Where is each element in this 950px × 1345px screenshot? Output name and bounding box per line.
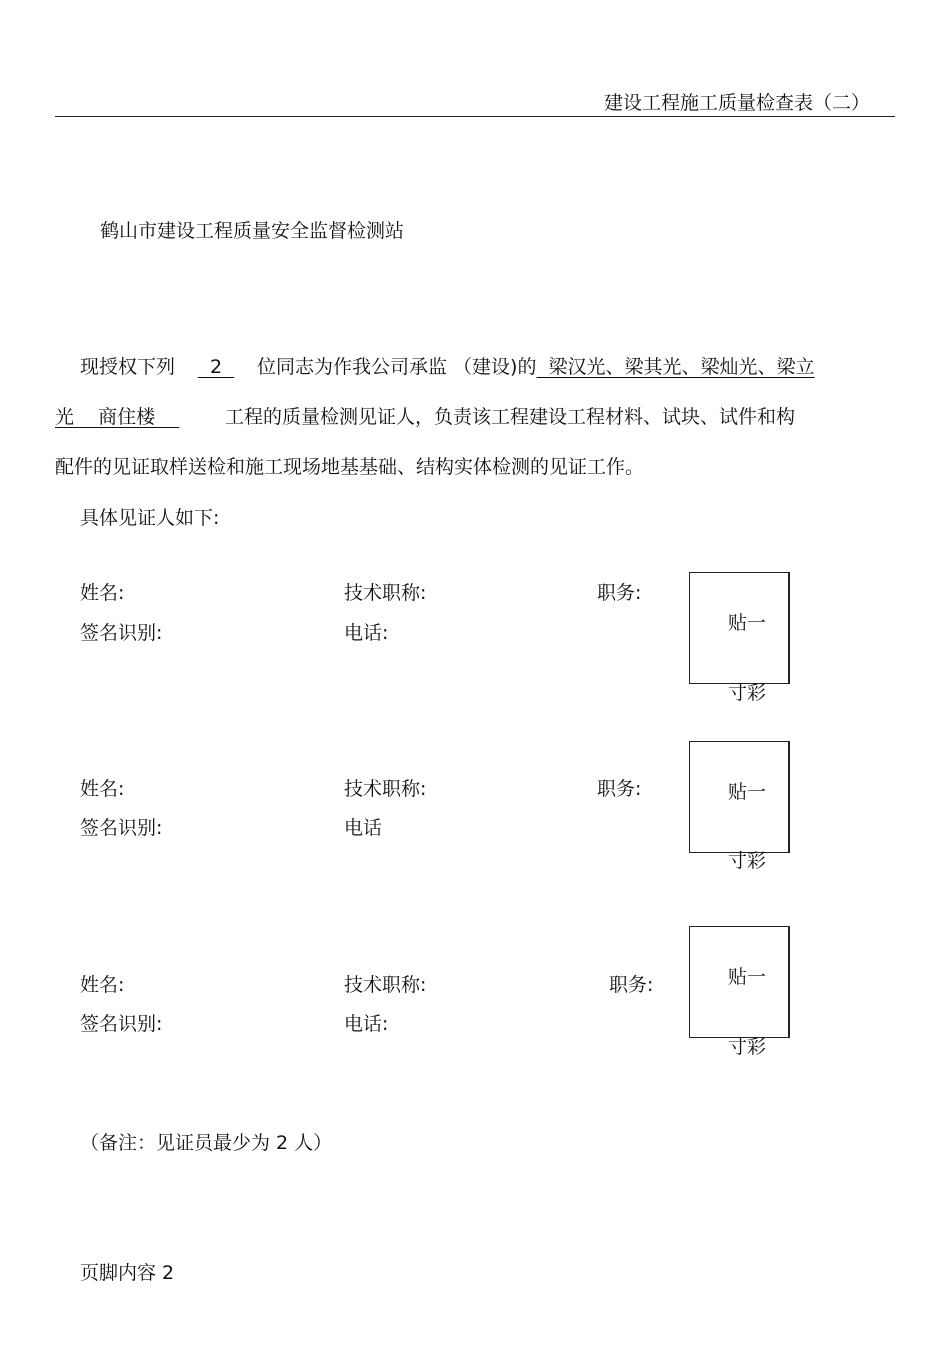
phone-label: 电话: (344, 1013, 389, 1035)
title-label: 技术职称: (344, 778, 427, 800)
photo-label-line-1: 贴一 (728, 966, 767, 988)
authorization-line-3: 配件的见证取样送检和施工现场地基基础、结构实体检测的见证工作。 (55, 456, 645, 478)
header-divider (55, 116, 895, 117)
signature-label: 签名识别: (80, 817, 163, 839)
header-title: 建设工程施工质量检查表（二） (603, 92, 870, 114)
name-label: 姓名: (80, 582, 125, 604)
addressee: 鹤山市建设工程质量安全监督检测站 (100, 220, 405, 242)
title-label: 技术职称: (344, 974, 427, 996)
photo-label-line-1: 贴一 (728, 781, 767, 803)
project-name-part-2: 光 商住楼 (55, 406, 180, 428)
witness-count: 2 (197, 356, 235, 378)
title-label: 技术职称: (344, 582, 427, 604)
name-label: 姓名: (80, 974, 125, 996)
witness-intro: 具体见证人如下: (80, 507, 220, 529)
authorization-line-1 (80, 352, 815, 379)
authorization-text-3: 工程的质量检测见证人，负责该工程建设工程材料、试块、试件和构 (225, 406, 796, 428)
phone-label: 电话 (344, 817, 383, 839)
authorization-text-2: 位同志为作我公司承监 （建设)的 (257, 356, 537, 378)
photo-label-line-1: 贴一 (728, 612, 767, 634)
authorization-line-2 (55, 402, 795, 429)
name-label: 姓名: (80, 778, 125, 800)
photo-label-line-2: 寸彩 (728, 850, 767, 872)
photo-label-line-2: 寸彩 (728, 1036, 767, 1058)
footer: 页脚内容 2 (80, 1262, 175, 1284)
position-label: 职务: (597, 778, 642, 800)
note: （备注：见证员最少为 2 人） (80, 1132, 333, 1154)
project-name-part-1: 梁汉光、梁其光、梁灿光、梁立 (536, 356, 815, 378)
signature-label: 签名识别: (80, 622, 163, 644)
authorization-text-1: 现授权下列 (80, 356, 176, 378)
phone-label: 电话: (344, 622, 389, 644)
position-label: 职务: (609, 974, 654, 996)
position-label: 职务: (597, 582, 642, 604)
signature-label: 签名识别: (80, 1013, 163, 1035)
photo-label-line-2: 寸彩 (728, 682, 767, 704)
